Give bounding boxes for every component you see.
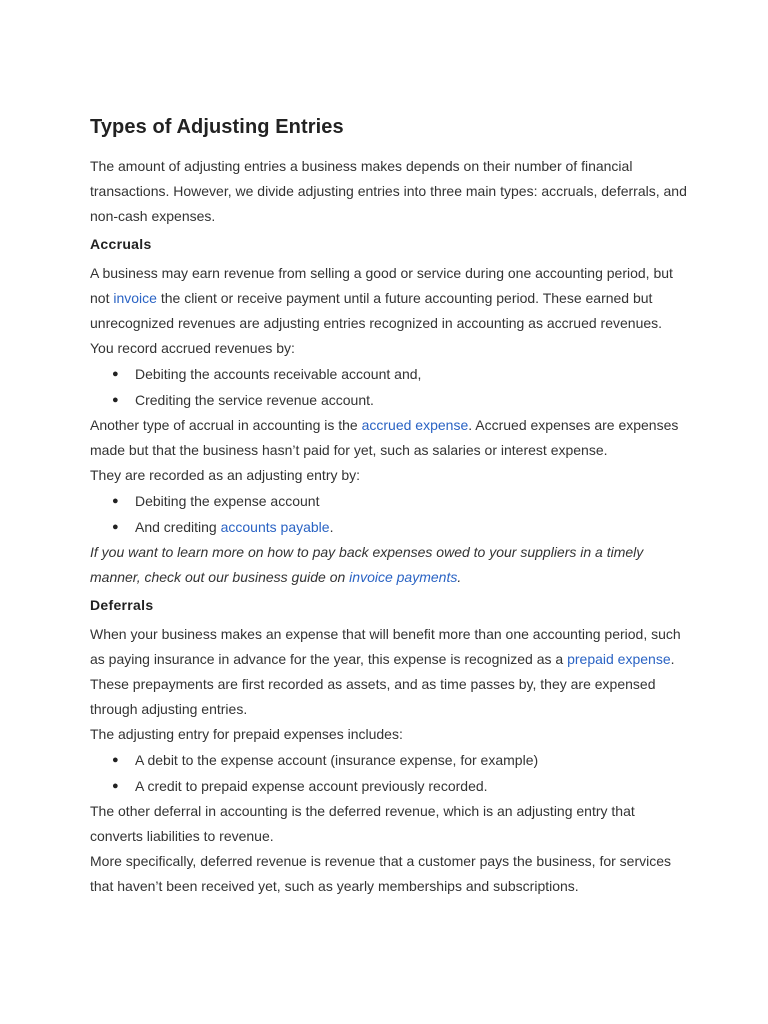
deferrals-p1-text-1: When your business makes an expense that will benefit more than one accounting period, such as paying insurance in advance for the year, this expense is recognized as a: [90, 626, 681, 667]
accruals-paragraph-4: They are recorded as an adjusting entry by:: [90, 467, 361, 483]
prepaid-expense-list: [90, 747, 690, 799]
accruals-paragraph-1: [90, 261, 690, 336]
list-item: [90, 361, 690, 387]
list-item: [90, 387, 690, 413]
list-item-text: Crediting the service revenue account.: [135, 392, 374, 408]
accruals-p3-text-1: Another type of accrual in accounting is the: [90, 417, 362, 433]
list-item-text: Debiting the accounts receivable account and,: [135, 366, 422, 382]
deferrals-paragraph-5: More specifically, deferred revenue is revenue that a customer pays the business, for services that haven’t been received yet, such as yearly memberships and subscriptions.: [90, 853, 672, 894]
deferrals-p1-text-2: .: [670, 651, 675, 667]
note-text-2: .: [457, 569, 462, 585]
section-heading-accruals: Accruals: [90, 236, 152, 252]
deferrals-paragraph-2: These prepayments are first recorded as assets, and as time passes by, they are expensed through adjusting entries.: [90, 676, 656, 717]
accrued-expense-link[interactable]: accrued expense: [361, 417, 469, 433]
accounts-payable-link[interactable]: accounts payable: [220, 519, 330, 535]
bullet-icon: ●: [112, 394, 119, 406]
accruals-p1-text-1: A business may earn revenue from selling a good or service during one accounting period, but not: [90, 265, 673, 306]
prepaid-expense-link[interactable]: prepaid expense: [567, 651, 671, 667]
invoice-payments-note: [90, 540, 690, 590]
invoice-link[interactable]: invoice: [113, 290, 157, 306]
section-heading-deferrals: Deferrals: [90, 597, 154, 613]
intro-paragraph: The amount of adjusting entries a business makes depends on their number of financial transactions. However, we divide adjusting entries into three main types: accruals, deferrals, and non-cash expenses.: [90, 158, 687, 224]
list-item-text: And crediting: [135, 519, 221, 535]
list-item-text-end: .: [329, 519, 334, 535]
list-item: [90, 488, 690, 514]
list-item-text: Debiting the expense account: [135, 493, 320, 509]
bullet-icon: ●: [112, 495, 119, 507]
accruals-paragraph-3: [90, 413, 690, 463]
accruals-p3-text-2: . Accrued expenses are expenses made but that the business hasn’t paid for yet, such as salaries or interest expense.: [90, 417, 679, 458]
bullet-icon: ●: [112, 754, 119, 766]
accruals-paragraph-2: You record accrued revenues by:: [90, 340, 295, 356]
bullet-icon: ●: [112, 780, 119, 792]
list-item-text: A credit to prepaid expense account previously recorded.: [135, 778, 488, 794]
page-title: Types of Adjusting Entries: [90, 116, 344, 138]
accrued-revenue-list: [90, 361, 690, 413]
deferrals-paragraph-3: The adjusting entry for prepaid expenses includes:: [90, 726, 403, 742]
list-item: [90, 514, 690, 540]
deferrals-paragraph-4: The other deferral in accounting is the deferred revenue, which is an adjusting entry that converts liabilities to revenue.: [90, 803, 635, 844]
bullet-icon: ●: [112, 368, 119, 380]
deferrals-paragraph-1: [90, 622, 690, 672]
list-item: [90, 773, 690, 799]
bullet-icon: ●: [112, 521, 119, 533]
accrued-expense-list: [90, 488, 690, 540]
list-item: [90, 747, 690, 773]
list-item-text: A debit to the expense account (insurance expense, for example): [135, 752, 539, 768]
note-text-1: If you want to learn more on how to pay back expenses owed to your suppliers in a timely manner, check out our business guide on: [90, 544, 644, 585]
invoice-payments-link[interactable]: invoice payments: [349, 569, 458, 585]
accruals-p1-text-2: the client or receive payment until a future accounting period. These earned but unrecognized revenues are adjusting entries recognized in accounting as accrued revenues.: [90, 290, 663, 331]
article-body: [90, 112, 690, 899]
